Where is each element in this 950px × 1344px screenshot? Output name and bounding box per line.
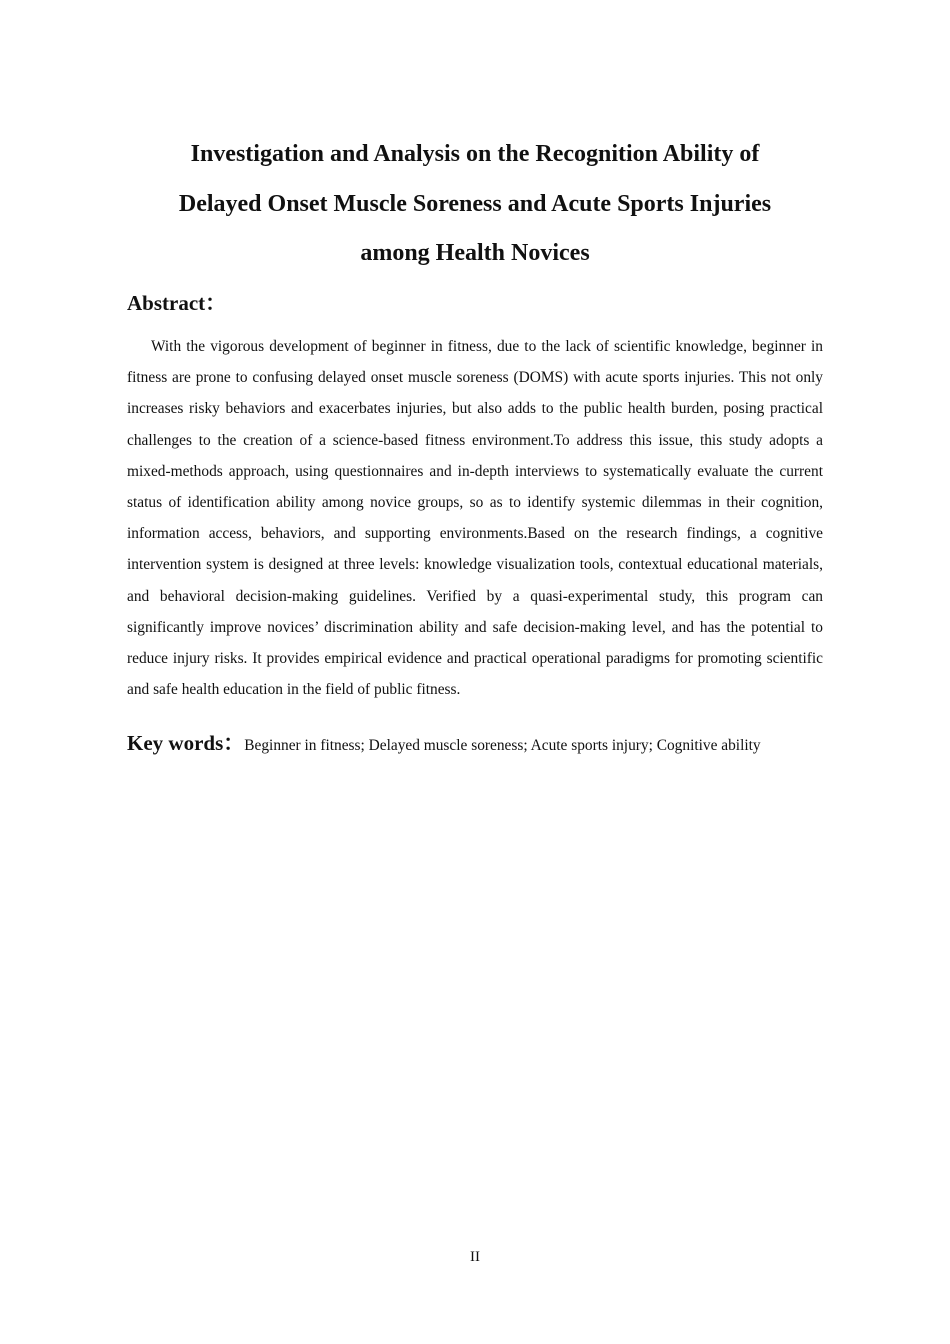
abstract-body: With the vigorous development of beginner in fitness, due to the lack of scientific knowledge, beginner in fitness are prone to confusing delayed onset muscle soreness (DOMS) with acute sports injuries. This not only increases risky behaviors and exacerbates injuries, but also adds to the public health burden, posing practical challenges to the creation of a science-based fitness environment.To address this issue, this study adopts a mixed-methods approach, using questionnaires and in-depth interviews to systematically evaluate the current status of identification ability among novice groups, so as to identify systemic dilemmas in their cognition, information access, behaviors, and supporting environments.Based on the research findings, a cognitive intervention system is designed at three levels: knowledge visualization tools, contextual educational materials, and behavioral decision-making guidelines. Verified by a quasi-experimental study, this program can significantly improve novices’ discrimination ability and safe decision-making level, and has the potential to reduce injury risks. It provides empirical evidence and practical operational paradigms for promoting scientific and safe health education in the field of public fitness. xyxy=(127,338,823,699)
title-line-2: Delayed Onset Muscle Soreness and Acute Sports Injuries xyxy=(178,190,772,217)
title-line-1: Investigation and Analysis on the Recognition Ability of xyxy=(190,141,760,167)
keywords-text: Beginner in fitness; Delayed muscle soreness; Acute sports injury; Cognitive ability xyxy=(244,737,761,754)
title-line-3: among Health Novices xyxy=(360,240,590,266)
keywords-section xyxy=(127,732,823,757)
abstract-heading: Abstract： xyxy=(127,291,227,315)
keywords-label: Key words： xyxy=(127,731,245,755)
paper-title xyxy=(100,130,850,279)
page-number: II xyxy=(470,1249,480,1265)
